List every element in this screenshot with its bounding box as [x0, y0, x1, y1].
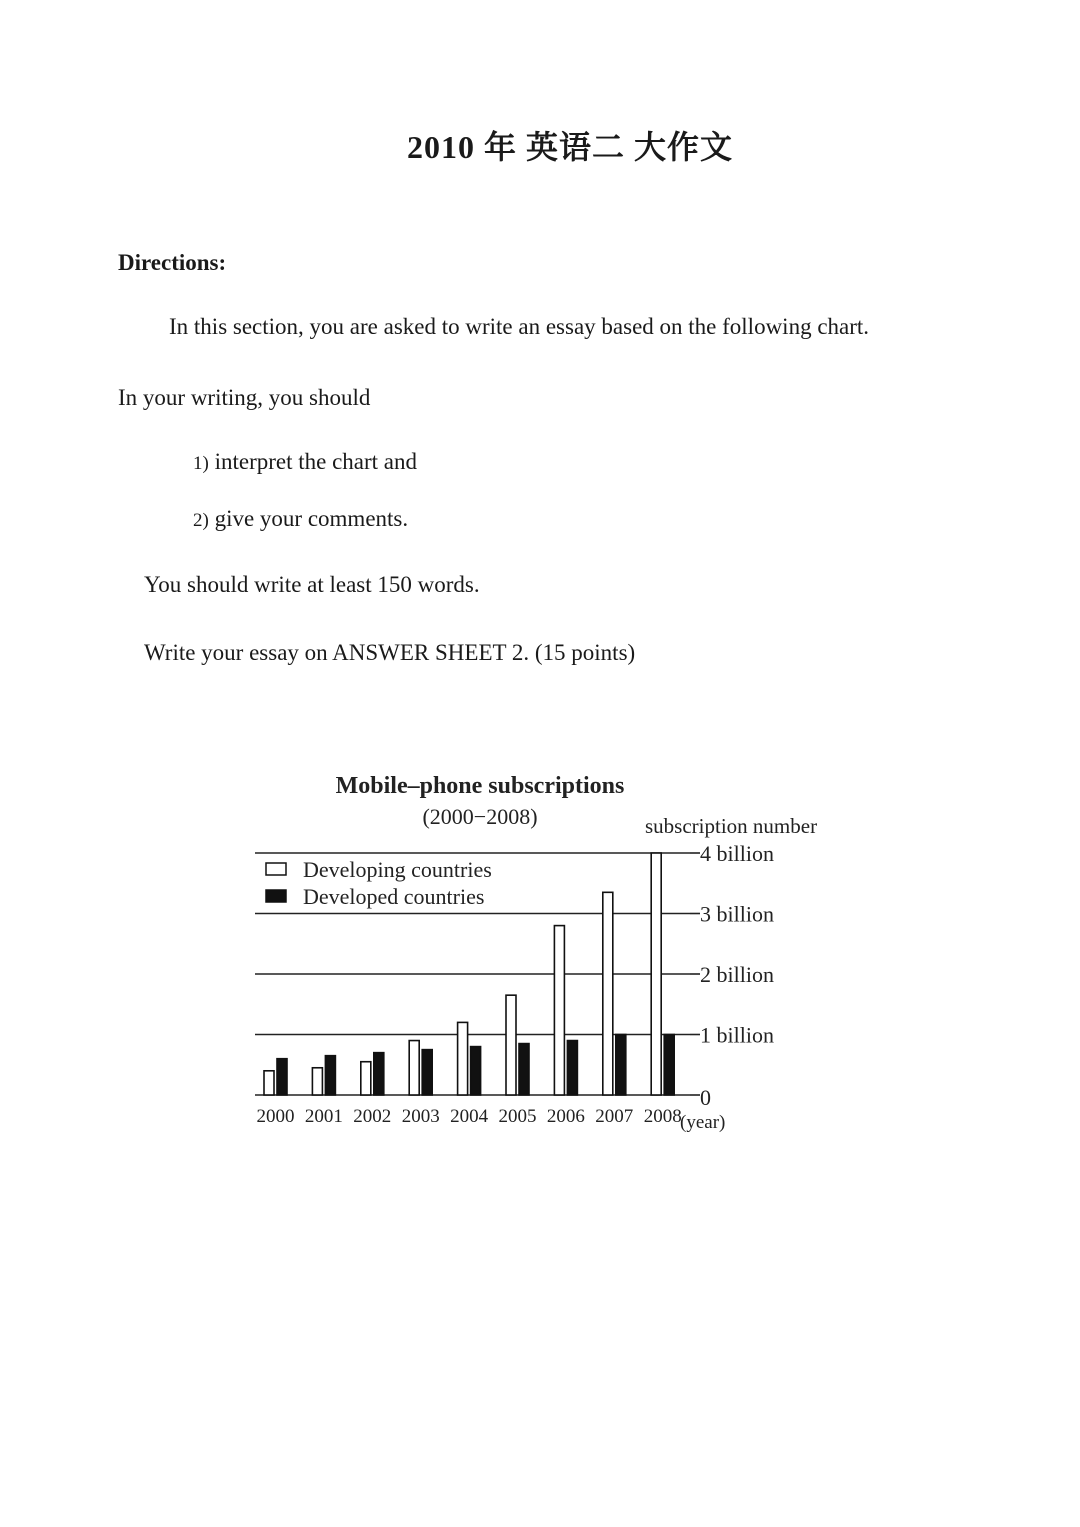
bar-developing — [312, 1068, 322, 1095]
requirement-item-2 — [193, 506, 408, 532]
legend-label-developing: Developing countries — [303, 857, 492, 882]
x-tick-label: 2004 — [450, 1106, 489, 1127]
directions-label: Directions: — [118, 250, 227, 275]
bar-developed — [471, 1047, 481, 1095]
requirement-item-1 — [193, 449, 417, 475]
x-tick-label: 2006 — [546, 1106, 585, 1127]
requirement-number: 1) — [193, 453, 209, 474]
bar-developing — [264, 1071, 274, 1095]
bar-developed — [616, 1035, 626, 1096]
bar-developing — [361, 1062, 371, 1095]
chart-ylabel: subscription number — [645, 814, 818, 838]
bar-developing — [554, 926, 564, 1095]
bar-developed — [374, 1053, 384, 1095]
x-tick-label: 2005 — [498, 1106, 537, 1127]
x-tick-label: 2008 — [643, 1106, 682, 1127]
page-title: 2010 年 英语二 大作文 — [406, 129, 733, 165]
bar-developed — [567, 1041, 577, 1095]
legend-swatch-developed — [266, 890, 286, 902]
chart-title: Mobile–phone subscriptions — [335, 773, 625, 799]
subscriptions-chart — [240, 760, 880, 1145]
y-tick-label: 0 — [700, 1085, 711, 1110]
bar-developing — [409, 1041, 419, 1095]
bar-developed — [325, 1056, 335, 1095]
y-tick-label: 1 billion — [700, 1022, 774, 1048]
answer-sheet-note: Write your essay on ANSWER SHEET 2. (15 points) — [144, 640, 636, 665]
bar-developed — [277, 1059, 287, 1095]
bar-developing — [603, 892, 613, 1095]
tick-layer — [700, 841, 774, 1110]
bar-developed — [519, 1044, 529, 1095]
requirement-text: interpret the chart and — [208, 449, 418, 474]
bar-developing — [506, 995, 516, 1095]
x-tick-label: 2007 — [595, 1106, 634, 1127]
x-tick-label: 2002 — [353, 1106, 392, 1127]
legend-label-developed: Developed countries — [303, 884, 485, 909]
y-tick-label: 2 billion — [700, 962, 774, 987]
instruction-paragraph: In this section, you are asked to write an essay based on the following chart. — [169, 314, 870, 339]
word-count-note: You should write at least 150 words. — [144, 572, 480, 597]
writing-requirements-intro: In your writing, you should — [118, 385, 371, 410]
xlabel-layer — [257, 1106, 682, 1127]
x-tick-label: 2000 — [256, 1106, 295, 1127]
x-tick-label: 2003 — [401, 1106, 440, 1127]
legend-swatch-developing — [266, 863, 286, 875]
y-tick-label: 3 billion — [700, 901, 774, 927]
bar-developing — [651, 853, 661, 1095]
chart-xlabel: (year) — [680, 1112, 726, 1133]
x-tick-label: 2001 — [304, 1106, 343, 1127]
bar-developed — [664, 1035, 674, 1096]
bar-developed — [422, 1050, 432, 1095]
y-tick-label: 4 billion — [700, 841, 774, 866]
requirement-text: give your comments. — [208, 506, 409, 531]
requirement-number: 2) — [193, 510, 209, 531]
bar-developing — [458, 1022, 468, 1095]
chart-subtitle: (2000−2008) — [422, 804, 538, 829]
